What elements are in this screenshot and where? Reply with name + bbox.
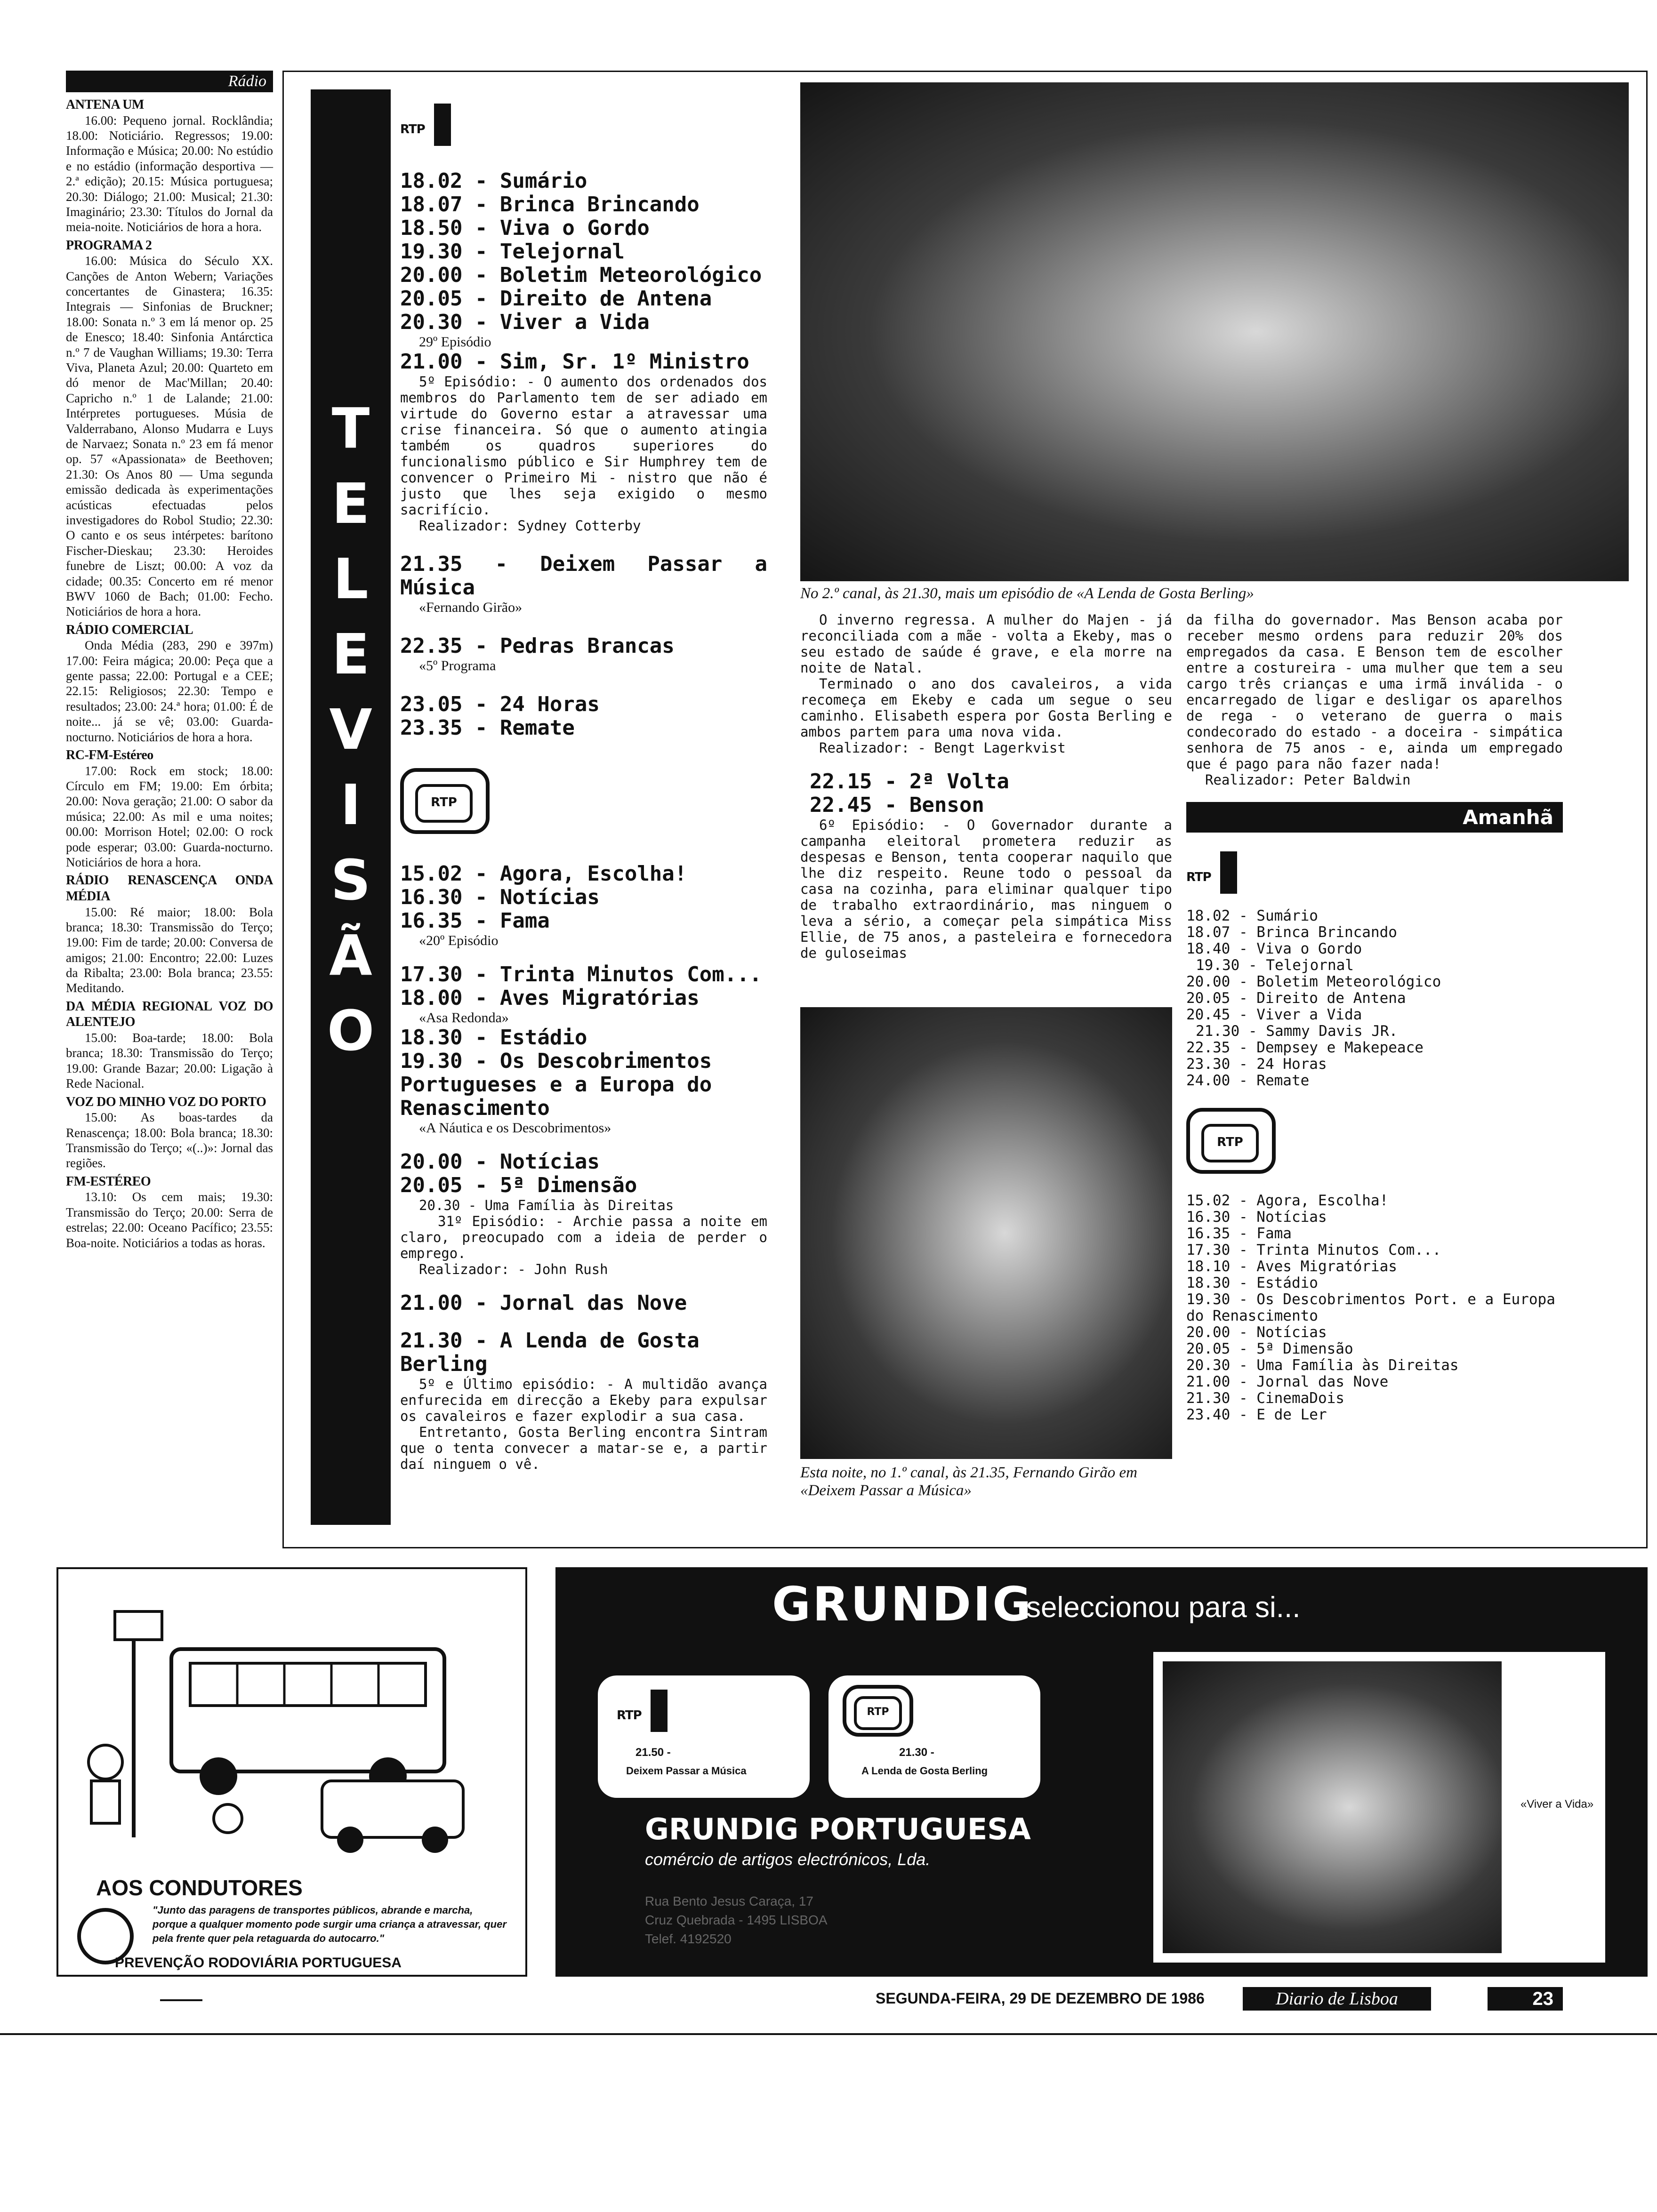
list-item: 23.40 - E de Ler: [1186, 1406, 1327, 1423]
list-item: 20.00 - Notícias: [1186, 1324, 1327, 1341]
grundig-brand: GRUNDIG: [772, 1577, 1033, 1632]
list-item: 19.30 - Os Descobrimentos Port. e a Europa do Renascimento: [1186, 1291, 1555, 1324]
program-description: 5º e Último episódio: - A multidão avança enfurecida em direcção a Ekeby para expulsar os cavaleiros e fazer explodir a sua casa.: [400, 1376, 767, 1424]
program-description: da filha do governador. Mas Benson acaba por receber mesmo ordens para reduzir 20% dos empregados da casa. E Benson tem de escolher entre a costureira - uma mulher que tem a seu cargo três crianças e uma irmã inválida - o encarregado de ligar e desligar os aparelhos de rega - o veterano de guerra o mais condecorado do estado - a doceira - simpática senhora de 75 anos - e, ainda um empregado que é pago para não fazer nada!: [1186, 612, 1563, 772]
program-line: 21.30 - A Lenda de Gosta Berling: [400, 1329, 700, 1376]
rtp2-logo-text: RTP: [415, 784, 473, 823]
radio-listings: [66, 97, 273, 1250]
list-item: 20.00 - Boletim Meteorológico: [1186, 973, 1441, 990]
program-description: Terminado o ano dos cavaleiros, a vida recomeça em Ekeby e cada um segue o seu caminho. Elisabeth espera por Gosta Berling e ambos partem para uma nova vida.: [800, 676, 1172, 740]
rtp2-logo: [1186, 1108, 1276, 1174]
program-line: 18.50 - Viva o Gordo: [400, 216, 650, 240]
address-line: Rua Bento Jesus Caraça, 17: [645, 1894, 813, 1908]
tv-banner: [311, 89, 391, 1525]
radio-header: Rádio: [66, 71, 273, 92]
program-line: 18.02 - Sumário: [400, 169, 587, 193]
program-line: 22.15 - 2ª Volta: [810, 769, 1009, 793]
radio-column: [66, 71, 273, 1530]
program-line: 17.30 - Trinta Minutos Com...: [400, 962, 762, 986]
amanha-rtp1-list: [1186, 908, 1563, 1089]
footer-date: SEGUNDA-FEIRA, 29 DE DEZEMBRO DE 1986: [876, 1990, 1205, 2007]
program-line: 15.02 - Agora, Escolha!: [400, 862, 687, 886]
grundig-company: GRUNDIG PORTUGUESA: [645, 1812, 1031, 1846]
rtp2-logo-text: RTP: [854, 1696, 902, 1730]
list-item: 20.30 - Uma Família às Direitas: [1186, 1357, 1459, 1374]
program-line: 23.35 - Remate: [400, 716, 575, 740]
amanha-header: Amanhã: [1186, 802, 1563, 833]
rtp1-logo: [617, 1685, 687, 1737]
program-line: 20.30 - Viver a Vida: [400, 310, 650, 334]
bus-stop-illustration: [77, 1583, 501, 1866]
list-item: 17.30 - Trinta Minutos Com...: [1186, 1242, 1441, 1258]
program-director: Realizador: - Bengt Lagerkvist: [819, 740, 1066, 756]
banner-letter: T: [331, 396, 370, 461]
program-subtitle: 29º Episódio: [419, 334, 491, 350]
ad-grundig: [555, 1567, 1648, 1977]
radio-section-text: 15.00: Ré maior; 18.00: Bola branca; 18.30: Transmissão do Terço; 19.00: Fim de tarde; 20.00: Conversa de amigos; 21.00: Encontro; 22.00: Luzes da Ribalta; 23.00: Bola branca; 23.55: Meditando.: [66, 905, 273, 995]
program-line: 21.00 - Jornal das Nove: [400, 1291, 687, 1315]
tv-listings-col2: [800, 612, 1172, 961]
list-item: 18.02 - Sumário: [1186, 907, 1318, 924]
ad-prevencao-rodoviaria: [56, 1567, 527, 1977]
ad-title: AOS CONDUTORES: [96, 1875, 303, 1900]
program-line: 21.00 - Sim, Sr. 1º Ministro: [400, 350, 749, 374]
rtp1-logo-bar: [1220, 851, 1237, 894]
program-description: 6º Episódio: - O Governador durante a campanha eleitoral prometera reduzir as despesas e Benson, tenta cooperar naquilo que lhe diz respeito. Reune todo o pessoal da casa na cozinha, para eliminar qualquer tipo de trabalho extraordinário, mas ninguem o leva a sério, a começar pela simpática Miss Ellie, de 75 anos, a pasteleira e fornecedora de guloseimas: [800, 817, 1172, 961]
rtp1-logo-text: RTP: [1186, 870, 1211, 884]
program-director: Realizador: Sydney Cotterby: [419, 518, 641, 534]
grundig-company-sub: comércio de artigos electrónicos, Lda.: [645, 1850, 931, 1869]
rtp1-logo: [1186, 847, 1257, 898]
radio-section-text: 17.00: Rock em stock; 18.00: Círculo em FM; 19.00: Em órbita; 20.00: Nova geração; 21.00: O sabor da música; 22.00: As mil e uma noites; 00.00: Morrison Hotel; 02.00: O rock pode esperar; 03.00: Guarda-nocturno. Noticiários de hora a hora.: [66, 763, 273, 869]
program-line: 16.30 - Notícias: [400, 885, 600, 909]
radio-section-title: PROGRAMA 2: [66, 238, 152, 253]
page-bottom-rule: [0, 2033, 1657, 2035]
radio-section-title: VOZ DO MINHO VOZ DO PORTO: [66, 1094, 266, 1109]
program-line: 18.00 - Aves Migratórias: [400, 986, 700, 1010]
radio-section-title: ANTENA UM: [66, 97, 144, 112]
list-item: 19.30 - Telejornal: [1196, 957, 1354, 974]
list-item: 22.35 - Dempsey e Makepeace: [1186, 1039, 1424, 1056]
program-line: 20.00 - Boletim Meteorológico: [400, 263, 762, 287]
tv-listings-col3: [1186, 612, 1563, 1423]
ad-org: PREVENÇÃO RODOVIÁRIA PORTUGUESA: [115, 1955, 402, 1971]
rtp1-logo: [400, 99, 471, 151]
program-line: 18.07 - Brinca Brincando: [400, 192, 700, 216]
footer-rule: [160, 1999, 202, 2001]
phone-line: Telef. 4192520: [645, 1931, 732, 1946]
photo-caption: «Viver a Vida»: [1520, 1798, 1594, 1811]
list-item: 16.30 - Notícias: [1186, 1209, 1327, 1226]
grundig-address: [645, 1892, 828, 1948]
ad-quote: "Junto das paragens de transportes públicos, abrande e marcha, porque a qualquer momento pode surgir uma criança a atravessar, quer pela frente quer pela retaguarda do autocarro.": [153, 1904, 507, 1944]
photo-caption: Esta noite, no 1.º canal, às 21.35, Fernando Girão em «Deixem Passar a Música»: [800, 1464, 1138, 1499]
program-subtitle: «Fernando Girão»: [419, 600, 523, 615]
radio-section-text: 16.00: Pequeno jornal. Rocklândia; 18.00: Noticiário. Regressos; 19.00: Informação e Música; 20.00: No estúdio e no estádio (informação desportiva — 2.ª edição); 20.15: Música portuguesa; 20.30: Diálogo; 21.00: Musical; 21.30: Imaginário; 23.30: Títulos do Jornal da meia-noite. Noticiários de hora a hora.: [66, 113, 273, 234]
program-line: 19.30 - Os Descobrimentos Portugueses e a Europa do Renascimento: [400, 1049, 712, 1120]
program-description: O inverno regressa. A mulher do Majen - já reconciliada com a mãe - volta a Ekeby, mas o seu estado de saúde é grave, e ela morre na noite de Natal.: [800, 612, 1172, 676]
grundig-box-time: 21.50 -: [635, 1746, 671, 1759]
program-subtitle: «20º Episódio: [419, 933, 499, 948]
tv-banner-text: [311, 391, 391, 1068]
program-line: 22.35 - Pedras Brancas: [400, 634, 675, 658]
program-director: Realizador: - John Rush: [419, 1261, 608, 1277]
banner-letter: I: [340, 772, 361, 837]
list-item: 20.05 - 5ª Dimensão: [1186, 1340, 1353, 1357]
radio-section-text: 15.00: Boa-tarde; 18.00: Bola branca; 18.30: Transmissão do Terço; 19.00: Grande Bazar; 20.00: Ligação à Rede Nacional.: [66, 1031, 273, 1091]
program-line: 20.00 - Notícias: [400, 1150, 600, 1174]
list-item: 21.30 - Sammy Davis JR.: [1196, 1023, 1398, 1040]
program-line: 20.05 - 5ª Dimensão: [400, 1173, 637, 1197]
tv-listings-col1: [400, 99, 767, 1472]
radio-section-text: 16.00: Música do Século XX. Canções de Anton Webern; Variações concertantes de Ginastera; 16.35: Integrais — Sinfonias de Bruckner; 18.00: Sonata n.º 3 em lá menor op. 25 de Enesco; 18.40: Sinfonia Antárctica n.º 7 de Vaughan Williams; 19.30: Terra Viva, Planeta Azul; 20.00: Quarteto em dó menor de Mac'Millan; 20.40: Capricho n.º 1 de Lalande; 21.00: Intérpretes portugueses. Músia de Valderrabano, Alonso Mudarra e Luys de Narvaez; Sonata n.º 23 em fá menor op. 57 «Apassionata» de Beethoven; 21.30: Os Anos 80 — Uma segunda emissão dedicada às experimentações acústicas efectuadas pelos investigadores do Robol Studio; 22.30: O canto e os seus intérpetes: barítono Fischer-Dieskau; 23.30: Heroides funebre de Liszt; 00.00: A voz da cidade; 00.35: Concerto em ré menor BWV 1060 de Bach; 01.00: Fecho. Noticiários de hora a hora.: [66, 254, 273, 619]
grundig-photo-frame: [1153, 1652, 1605, 1963]
photo-caption: No 2.º canal, às 21.30, mais um episódio de «A Lenda de Gosta Berling»: [800, 585, 1254, 602]
program-subtitle: «A Náutica e os Descobrimentos»: [419, 1120, 611, 1136]
grundig-box-rtp1: [598, 1675, 810, 1798]
list-item: 18.30 - Estádio: [1186, 1274, 1318, 1291]
radio-section-title: FM-ESTÉREO: [66, 1174, 151, 1189]
footer-paper-name: Diario de Lisboa: [1243, 1987, 1431, 2011]
amanha-rtp2-list: [1186, 1193, 1563, 1423]
rtp1-logo-text: RTP: [617, 1708, 642, 1723]
radio-section-text: Onda Média (283, 290 e 397m) 17.00: Feira mágica; 20.00: Peça que a gente passa; 22.00: Portugal e a CEE; 22.15: Religiosos; 22.30: Tempo e resultados; 23.00: 24.ª hora; 01.00: É de noite... já se vê; 03.00: Guarda-nocturno. Noticiários de hora a hora.: [66, 638, 273, 744]
banner-letter: S: [330, 848, 371, 913]
grundig-box-title: Deixem Passar a Música: [626, 1765, 747, 1777]
footer-page-number: 23: [1488, 1987, 1563, 2011]
program-line: 23.05 - 24 Horas: [400, 692, 600, 716]
rtp2-logo: [843, 1685, 913, 1737]
radio-section-text: 13.10: Os cem mais; 19.30: Transmissão do Terço; 20.00: Serra de estrelas; 22.00: Oceano Pacífico; 23.55: Boa-noite. Noticiários a todas as horas.: [66, 1190, 273, 1250]
program-line: 19.30 - Telejornal: [400, 240, 625, 264]
list-item: 21.30 - CinemaDois: [1186, 1390, 1344, 1407]
program-subtitle: «5º Programa: [419, 658, 496, 673]
program-description: Entretanto, Gosta Berling encontra Sintram que o tenta convecer a matar-se e, a partir daí ninguem o vê.: [400, 1424, 767, 1472]
program-line: 16.35 - Fama: [400, 909, 550, 933]
list-item: 20.45 - Viver a Vida: [1186, 1006, 1362, 1023]
rtp2-logo: [400, 768, 490, 834]
program-line: 22.45 - Benson: [810, 793, 984, 817]
banner-letter: L: [333, 546, 369, 611]
program-description: 31º Episódio: - Archie passa a noite em claro, preocupado com a ideia de perder o emprego.: [400, 1213, 767, 1261]
list-item: 20.05 - Direito de Antena: [1186, 990, 1406, 1007]
radio-section-title: RC-FM-Estéreo: [66, 748, 153, 763]
list-item: 21.00 - Jornal das Nove: [1186, 1373, 1389, 1390]
program-line: 21.35 - Deixem Passar a Música: [400, 552, 767, 600]
rtp1-logo-text: RTP: [400, 122, 425, 136]
rtp1-logo-bar: [434, 104, 451, 146]
program-director: Realizador: Peter Baldwin: [1205, 772, 1411, 788]
rtp1-logo-bar: [651, 1690, 668, 1732]
list-item: 18.07 - Brinca Brincando: [1186, 924, 1397, 941]
photo-fernando-girao: [800, 1007, 1172, 1459]
grundig-box-title: A Lenda de Gosta Berling: [861, 1765, 988, 1777]
list-item: 18.40 - Viva o Gordo: [1186, 940, 1362, 957]
photo-viver-a-vida: [1163, 1661, 1502, 1953]
grundig-box-rtp2: [828, 1675, 1040, 1798]
radio-section-title: RÁDIO COMERCIAL: [66, 622, 193, 637]
banner-letter: O: [327, 998, 375, 1063]
grundig-box-time: 21.30 -: [899, 1746, 934, 1759]
list-item: 23.30 - 24 Horas: [1186, 1056, 1327, 1073]
list-item: 16.35 - Fama: [1186, 1225, 1292, 1242]
radio-section-title: RÁDIO RENASCENÇA ONDA MÉDIA: [66, 873, 273, 904]
program-line: 20.05 - Direito de Antena: [400, 287, 712, 311]
program-subtitle: «Asa Redonda»: [419, 1010, 509, 1026]
list-item: 15.02 - Agora, Escolha!: [1186, 1192, 1389, 1209]
program-description: 5º Episódio: - O aumento dos ordenados dos membros do Parlamento tem de ser adiado em virtude do Governo estar a atravessar uma crise financeira. Só que o aumento atingia também os quadros superiores do funcionalismo público e Sir Humphrey tem de convencer o Primeiro Mi - nistro que não é justo que lhes seja exigido o mesmo sacrifício.: [400, 374, 767, 518]
banner-letter: Ã: [329, 923, 372, 988]
banner-letter: E: [331, 622, 370, 687]
program-line-small: 20.30 - Uma Família às Direitas: [419, 1197, 674, 1213]
banner-letter: E: [331, 471, 370, 536]
grundig-tagline: seleccionou para si...: [1026, 1591, 1301, 1624]
address-line: Cruz Quebrada - 1495 LISBOA: [645, 1913, 828, 1927]
photo-lenda-gosta-berling: [800, 82, 1629, 581]
radio-section-title: DA MÉDIA REGIONAL VOZ DO ALENTEJO: [66, 999, 273, 1030]
banner-letter: V: [329, 697, 372, 762]
rtp2-logo-text: RTP: [1201, 1124, 1259, 1162]
program-line: 18.30 - Estádio: [400, 1026, 587, 1050]
list-item: 18.10 - Aves Migratórias: [1186, 1258, 1397, 1275]
radio-section-text: 15.00: As boas-tardes da Renascença; 18.00: Bola branca; 18.30: Transmissão do Terço; «(..)»: Jornal das regiões.: [66, 1110, 273, 1170]
list-item: 24.00 - Remate: [1186, 1072, 1310, 1089]
